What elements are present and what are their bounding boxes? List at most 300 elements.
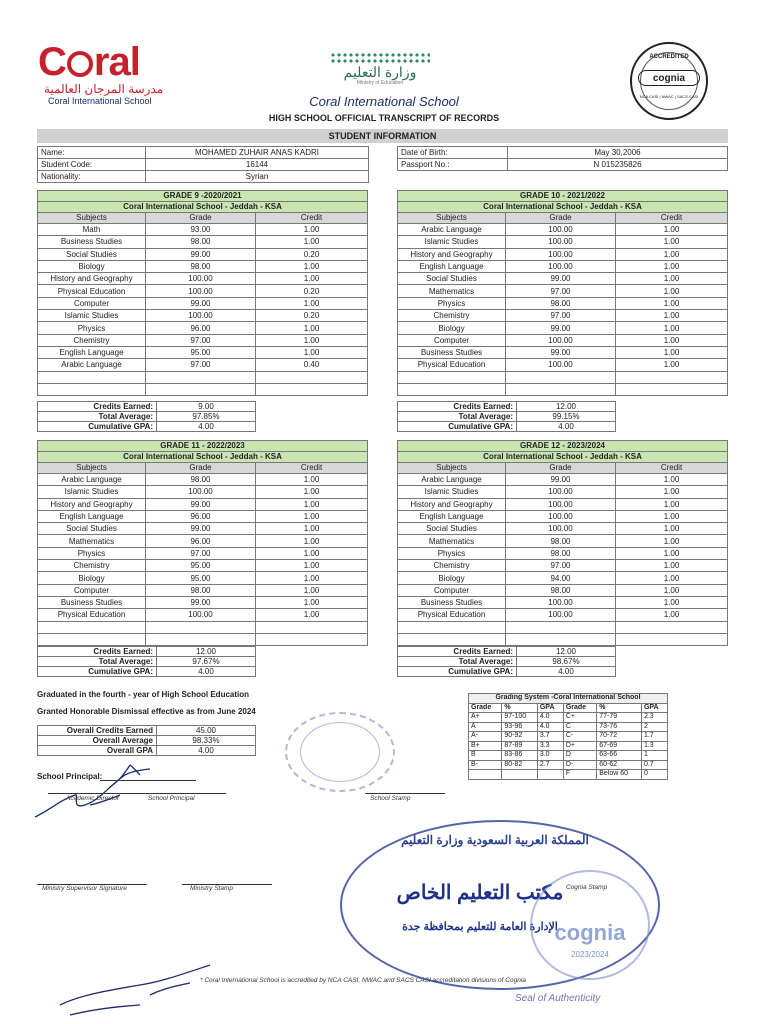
table-row [38,273,368,285]
grading-header-cell: % [597,703,642,713]
grading-cell: 67-69 [597,741,642,751]
table-row [398,359,728,371]
credit-cell: 1.00 [616,273,728,285]
table-row [38,224,368,236]
document-title: HIGH SCHOOL OFFICIAL TRANSCRIPT OF RECORDS [268,113,500,123]
grading-cell: 60-62 [597,760,642,770]
grading-cell: 1.3 [641,741,667,751]
subject-cell: Islamic Studies [398,486,506,498]
table-row [398,486,728,498]
total-average-value: 97.85% [157,412,256,422]
grade-cell: 99.00 [506,273,616,285]
school-name: Coral International School [309,94,459,109]
table-row [38,285,368,297]
table-row [38,547,368,559]
subject-cell: Social Studies [398,273,506,285]
credit-cell: 1.00 [616,572,728,584]
credits-earned-value: 12.00 [517,647,616,657]
table-row [398,633,728,645]
credits-summary [397,646,616,677]
subject-cell [38,621,146,633]
grading-cell: B- [469,760,502,770]
grade-header: Grade [506,463,616,474]
grading-cell: 77-79 [597,713,642,723]
nationality-label: Nationality: [38,171,146,183]
grade-cell: 97.00 [506,310,616,322]
grading-row [469,741,668,751]
subject-cell: Biology [38,260,146,272]
table-row [398,474,728,486]
cognia-accredited: ACCREDITED [649,54,689,60]
credits-earned-label: Credits Earned: [38,647,157,657]
grade-header: Grade [146,213,256,224]
credit-cell: 1.00 [256,346,368,358]
table-row [38,584,368,596]
grading-cell [469,770,502,780]
grade-cell: 99.00 [146,297,256,309]
ministry-dots-icon [330,52,430,64]
table-row [38,359,368,371]
table-row [398,498,728,510]
student-info-right [397,146,728,171]
grade-cell: 98.00 [506,547,616,559]
grade-table [397,190,728,396]
table-row [38,334,368,346]
table-row [398,334,728,346]
grading-cell: D+ [563,741,596,751]
grade-cell: 99.00 [506,322,616,334]
table-row [38,371,368,383]
grading-cell: D [563,751,596,761]
subject-cell: Physics [38,547,146,559]
grade-cell: 100.00 [146,273,256,285]
table-row [398,248,728,260]
grading-cell: A [469,722,502,732]
grading-cell: B+ [469,741,502,751]
credit-header: Credit [616,463,728,474]
grading-cell: 4.0 [537,713,563,723]
subject-cell: History and Geography [38,498,146,510]
grading-cell [537,770,563,780]
grade-cell: 98.00 [146,474,256,486]
grade-cell: 100.00 [506,596,616,608]
total-average-value: 97.67% [157,657,256,667]
table-row [398,584,728,596]
cognia-word: cognia [638,70,700,86]
grade-title: GRADE 10 - 2021/2022 [398,191,728,202]
credit-cell: 1.00 [256,273,368,285]
grading-cell: A- [469,732,502,742]
credit-cell: 1.00 [616,248,728,260]
subject-cell: Computer [38,584,146,596]
grade-title: GRADE 12 - 2023/2024 [398,441,728,452]
table-row [398,535,728,547]
grade-header: Grade [146,463,256,474]
credit-cell: 1.00 [616,609,728,621]
credit-cell [256,621,368,633]
grading-cell: 80-82 [502,760,537,770]
credit-cell: 1.00 [616,560,728,572]
credit-cell: 1.00 [256,584,368,596]
grading-cell: B [469,751,502,761]
grading-cell: 2.7 [537,760,563,770]
grade-cell: 100.00 [506,510,616,522]
grade-cell: 99.00 [146,523,256,535]
credit-cell [256,371,368,383]
credit-cell: 1.00 [616,224,728,236]
cumulative-gpa-value: 4.00 [517,667,616,677]
grading-header-cell: % [502,703,537,713]
subject-cell [398,621,506,633]
subject-cell: Chemistry [398,310,506,322]
table-row [398,523,728,535]
grade-cell: 100.00 [506,359,616,371]
table-row [398,510,728,522]
subject-cell: Computer [398,584,506,596]
credits-summary [37,646,256,677]
credit-cell: 1.00 [256,260,368,272]
table-row [398,371,728,383]
subject-cell [38,383,146,395]
ministry-stamp-label: Ministry Stamp [190,885,233,892]
subject-cell: Mathematics [398,285,506,297]
grade-cell: 97.00 [506,560,616,572]
school-logo [38,40,188,106]
grade-title: GRADE 9 -2020/2021 [38,191,368,202]
table-row [38,523,368,535]
overall-credits-value: 45.00 [157,726,256,736]
total-average-label: Total Average: [398,657,517,667]
subjects-header: Subjects [398,213,506,224]
credit-header: Credit [616,213,728,224]
subject-cell: English Language [38,510,146,522]
grade-cell: 100.00 [146,310,256,322]
school-principal-label: School Principal: [37,772,103,781]
table-row [38,310,368,322]
student-dob: May 30,2006 [508,147,728,159]
grade-cell: 99.00 [146,248,256,260]
credit-cell: 1.00 [256,486,368,498]
credit-header: Credit [256,463,368,474]
total-average-value: 98.67% [517,657,616,667]
credit-cell: 1.00 [256,523,368,535]
cumulative-gpa-value: 4.00 [157,667,256,677]
graduation-line-2: Granted Honorable Dismissal effective as from June 2024 [37,707,256,716]
grade-cell [146,371,256,383]
ministry-supervisor-label: Ministry Supervisor Signature [42,885,127,892]
table-row [38,486,368,498]
subject-cell [398,371,506,383]
ministry-arabic: وزارة التعليم [343,64,417,80]
credit-cell: 1.00 [616,334,728,346]
cognia-divisions: NCA CASI | NWAC | SACS CASI [639,94,699,99]
logo-wordmark: C ral [38,40,140,84]
grading-row [469,722,668,732]
grade-cell: 98.00 [146,236,256,248]
subject-cell: Mathematics [38,535,146,547]
seal-of-authenticity: Seal of Authenticity [515,993,601,1004]
subject-cell: Islamic Studies [398,236,506,248]
grading-header-cell: Grade [563,703,596,713]
credit-cell: 1.00 [616,346,728,358]
table-row [398,609,728,621]
grading-cell: 63-66 [597,751,642,761]
table-row [398,596,728,608]
credit-cell: 1.00 [616,547,728,559]
credit-cell: 1.00 [616,359,728,371]
grading-cell: 0.7 [641,760,667,770]
credit-cell [616,383,728,395]
table-row [38,297,368,309]
credits-earned-value: 12.00 [517,402,616,412]
credit-cell: 1.00 [616,535,728,547]
grade-cell: 98.00 [506,297,616,309]
grading-header-row [469,703,668,713]
grade-cell: 100.00 [146,609,256,621]
student-code: 16144 [146,159,369,171]
credit-cell: 1.00 [256,547,368,559]
cumulative-gpa-label: Cumulative GPA: [38,422,157,432]
subject-cell: History and Geography [398,248,506,260]
grade-cell: 97.00 [146,547,256,559]
table-row [398,260,728,272]
table-row [398,273,728,285]
overall-average-label: Overall Average [38,736,157,746]
table-row [38,322,368,334]
student-name: MOHAMED ZUHAIR ANAS KADRI [146,147,369,159]
credit-cell: 1.00 [256,510,368,522]
subject-cell: Biology [398,322,506,334]
subject-cell: Physics [38,322,146,334]
subject-cell: Business Studies [38,236,146,248]
grading-row [469,732,668,742]
table-row [38,609,368,621]
credit-cell: 0.40 [256,359,368,371]
grade-cell: 93.00 [146,224,256,236]
academic-director-line [48,793,148,794]
grade-cell: 94.00 [506,572,616,584]
credit-cell: 0.20 [256,248,368,260]
grade-cell: 100.00 [146,486,256,498]
subject-cell: English Language [398,260,506,272]
credit-cell: 1.00 [256,535,368,547]
table-row [398,621,728,633]
grading-header-cell: GPA [641,703,667,713]
table-row [38,236,368,248]
code-label: Student Code: [38,159,146,171]
credit-cell: 1.00 [256,322,368,334]
cognia-stamp-label: Cognia Stamp [566,884,608,891]
credit-cell: 0.20 [256,310,368,322]
grade-school: Coral International School - Jeddah - KSA [38,202,368,213]
grade-cell [506,371,616,383]
grade-cell [506,621,616,633]
credit-cell: 1.00 [256,560,368,572]
credit-cell: 1.00 [256,224,368,236]
cumulative-gpa-label: Cumulative GPA: [398,422,517,432]
table-row [38,498,368,510]
credit-cell: 1.00 [616,584,728,596]
subject-cell: Computer [398,334,506,346]
subject-cell: English Language [38,346,146,358]
grade-cell: 97.00 [506,285,616,297]
subject-cell: Mathematics [398,535,506,547]
grading-cell: 3.0 [537,751,563,761]
subject-cell [398,633,506,645]
grade-school: Coral International School - Jeddah - KSA [38,452,368,463]
table-row [38,248,368,260]
grade-cell [506,383,616,395]
ministry-stamp-top: المملكة العربية السعودية وزارة التعليم [401,833,589,847]
grading-header-cell: GPA [537,703,563,713]
grade-cell [146,621,256,633]
subject-cell: Physical Education [38,609,146,621]
grade-table [397,440,728,646]
school-stamp-label: School Stamp [370,795,411,802]
student-nationality: Syrian [146,171,369,183]
grading-cell: 93-96 [502,722,537,732]
overall-summary-table [37,725,256,756]
grade-header: Grade [506,213,616,224]
credit-header: Credit [256,213,368,224]
credit-cell: 1.00 [256,596,368,608]
table-row [38,474,368,486]
credit-cell: 1.00 [256,474,368,486]
grading-cell: C+ [563,713,596,723]
grade-cell: 100.00 [506,236,616,248]
grading-cell [502,770,537,780]
grading-header-cell: Grade [469,703,502,713]
grading-system-table [468,693,668,780]
credit-cell [256,383,368,395]
grade-cell: 100.00 [506,224,616,236]
grading-cell: 1 [641,751,667,761]
overall-gpa-label: Overall GPA [38,746,157,756]
total-average-label: Total Average: [38,657,157,667]
credits-earned-label: Credits Earned: [398,402,517,412]
credit-cell: 1.00 [256,498,368,510]
credit-cell: 1.00 [256,334,368,346]
grading-cell: F [563,770,596,780]
passport-label: Passport No.: [398,159,508,171]
table-row [398,547,728,559]
school-stamp-line [365,793,445,794]
grade-cell: 99.00 [146,498,256,510]
subject-cell: Chemistry [398,560,506,572]
credits-summary [37,401,256,432]
subject-cell: Business Studies [398,346,506,358]
subject-cell: Arabic Language [398,474,506,486]
total-average-label: Total Average: [38,412,157,422]
subject-cell: Arabic Language [38,359,146,371]
table-row [398,310,728,322]
grade-cell: 97.00 [146,359,256,371]
grade-cell: 98.00 [146,584,256,596]
credit-cell: 1.00 [616,322,728,334]
grade-cell: 99.00 [506,474,616,486]
grade-cell: 100.00 [146,285,256,297]
credits-earned-value: 12.00 [157,647,256,657]
subject-cell: History and Geography [38,273,146,285]
subject-cell: Islamic Studies [38,486,146,498]
grade-cell: 98.00 [146,260,256,272]
grading-cell: 90-92 [502,732,537,742]
credit-cell: 1.00 [616,596,728,608]
table-row [398,572,728,584]
subject-cell: English Language [398,510,506,522]
grade-cell: 100.00 [506,248,616,260]
subject-cell: Computer [38,297,146,309]
grading-cell: 70-72 [597,732,642,742]
cognia-stamp-years: 2023/2024 [571,950,609,959]
grading-cell: C [563,722,596,732]
subject-cell: Chemistry [38,334,146,346]
table-row [398,322,728,334]
dob-label: Date of Birth: [398,147,508,159]
grade-title: GRADE 11 - 2022/2023 [38,441,368,452]
subject-cell: History and Geography [398,498,506,510]
grading-cell: 3.7 [537,732,563,742]
grade-cell [146,383,256,395]
grading-cell: 1.7 [641,732,667,742]
credits-summary [397,401,616,432]
table-row [398,224,728,236]
grade-table [37,440,368,646]
grading-cell: 87-89 [502,741,537,751]
logo-subtitle: Coral International School [48,96,152,106]
school-principal-small-label: School Principal [148,795,195,802]
credit-cell: 1.00 [616,486,728,498]
credit-cell: 1.00 [256,236,368,248]
grade-cell: 100.00 [506,523,616,535]
table-row [398,236,728,248]
grade-cell: 96.00 [146,535,256,547]
grading-cell: Below 60 [597,770,642,780]
subject-cell: Biology [38,572,146,584]
table-row [38,260,368,272]
credit-cell: 1.00 [256,297,368,309]
grade-cell: 100.00 [506,260,616,272]
accreditation-footnote: * Coral International School is accredited by NCA CASI, NWAC and SACS CASI accreditation divisions of Cognia [200,977,526,984]
subject-cell [398,383,506,395]
grade-cell: 100.00 [506,486,616,498]
grading-cell: C- [563,732,596,742]
subject-cell: Physics [398,547,506,559]
grade-table [37,190,368,396]
grade-cell: 97.00 [146,334,256,346]
student-passport: N 015235826 [508,159,728,171]
credit-cell: 1.00 [256,609,368,621]
subject-cell: Math [38,224,146,236]
subject-cell: Physical Education [398,359,506,371]
grading-cell: 3.3 [537,741,563,751]
table-row [38,535,368,547]
grade-cell: 98.00 [506,584,616,596]
cumulative-gpa-label: Cumulative GPA: [398,667,517,677]
subject-cell: Chemistry [38,560,146,572]
grade-cell: 95.00 [146,572,256,584]
subject-cell: Business Studies [38,596,146,608]
grading-cell: 83-86 [502,751,537,761]
grade-school: Coral International School - Jeddah - KSA [398,452,728,463]
credit-cell: 1.00 [616,285,728,297]
grade-cell: 99.00 [506,346,616,358]
table-row [38,560,368,572]
overall-credits-label: Overall Credits Earned [38,726,157,736]
grade-school: Coral International School - Jeddah - KSA [398,202,728,213]
credit-cell [616,371,728,383]
subject-cell: Social Studies [38,248,146,260]
